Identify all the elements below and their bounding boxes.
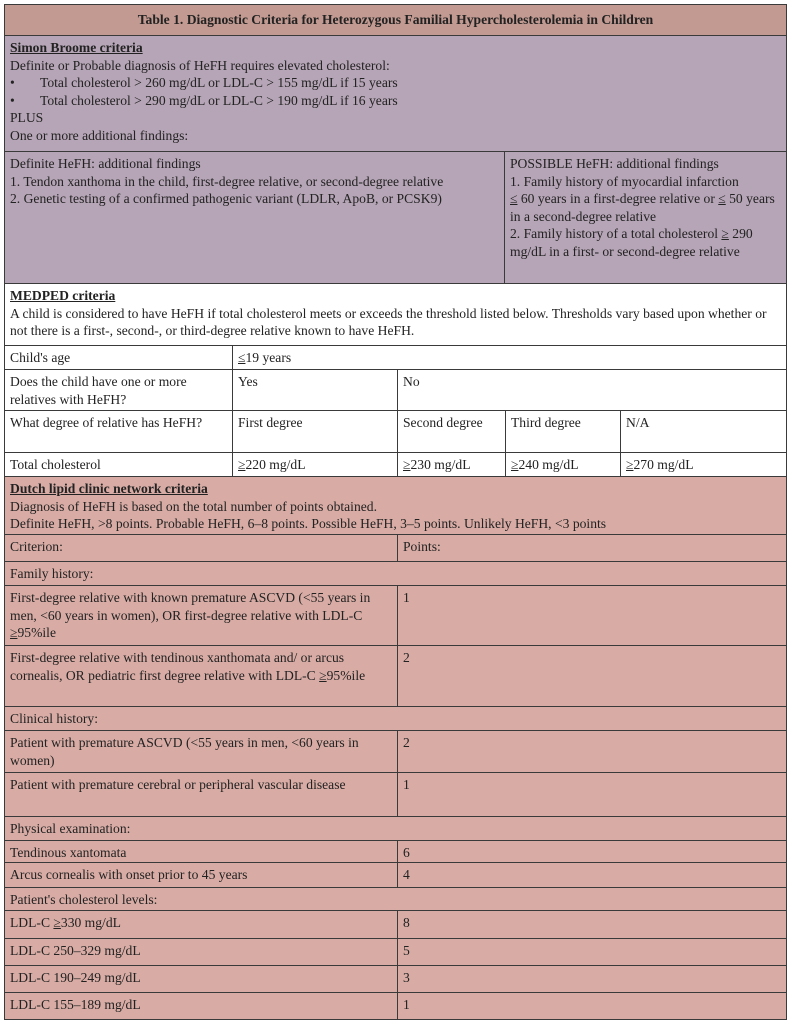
fh1-criterion: First-degree relative with known premature ASCVD (<55 years in men, <60 years in women), OR first-degree relative with LDL-C ≥95%ile: [5, 586, 398, 645]
table-row: [5, 562, 786, 586]
degree-na: N/A: [626, 415, 650, 430]
simon-broome-heading: Simon Broome criteria: [10, 40, 143, 55]
simon-broome-content: [5, 36, 786, 145]
ldl3-criterion: LDL-C 190–249 mg/dL: [5, 966, 398, 992]
simon-broome-findings: [5, 152, 786, 284]
possible-item-1: 1. Family history of myocardial infarction ≤ 60 years in a first-degree relative or ≤ 50 years in a second-degree relative: [510, 173, 775, 224]
plus-text: PLUS: [10, 110, 44, 126]
table-row: [5, 346, 786, 370]
threshold-na: ≥270 mg/dL: [626, 457, 694, 472]
table-title: [5, 5, 786, 36]
pe1-points: 6: [403, 845, 410, 860]
ldl1-points: 8: [403, 915, 410, 930]
definite-hefh-cell: [5, 152, 505, 283]
threshold-first: ≥220 mg/dL: [233, 453, 398, 476]
table-row: [5, 911, 786, 939]
ge-symbol: ≥: [10, 625, 18, 641]
table-row: [5, 370, 786, 411]
ldl4-points: 1: [403, 997, 410, 1012]
ch1-criterion: Patient with premature ASCVD (<55 years in men, <60 years in women): [5, 731, 398, 772]
age-value: ≤19 years: [238, 350, 292, 365]
cholesterol-levels-label: Patient's cholesterol levels:: [10, 892, 158, 907]
ldl2-points: 5: [403, 943, 410, 958]
relatives-no: No: [403, 374, 420, 389]
possible-item-2: 2. Family history of a total cholesterol ≥ 290 mg/dL in a first- or second-degree relative: [510, 226, 753, 259]
additional-findings-text: One or more additional findings:: [10, 127, 189, 143]
fh2-criterion: First-degree relative with tendinous xanthomata and/ or arcus cornealis, OR pediatric first degree relative with LDL-C ≥95%ile: [5, 646, 398, 706]
ge-symbol: ≥: [511, 457, 519, 472]
ch1-points: 2: [403, 735, 410, 750]
ch2-points: 1: [403, 777, 410, 792]
ge-symbol: ≥: [626, 457, 634, 472]
ge-symbol: ≥: [721, 226, 729, 242]
table-row: [5, 773, 786, 817]
pe1-criterion: Tendinous xantomata: [5, 841, 398, 862]
degree-third: Third degree: [506, 411, 621, 452]
clinical-history-label: Clinical history:: [10, 711, 98, 726]
dutch-heading: Dutch lipid clinic network criteria: [10, 481, 208, 496]
table-row: [5, 731, 786, 773]
table-row: [5, 586, 786, 646]
table-title-text: Table 1. Diagnostic Criteria for Heterozygous Familial Hypercholesterolemia in Children: [137, 12, 654, 27]
family-history-label: Family history:: [10, 566, 94, 581]
ch2-criterion: Patient with premature cerebral or peripheral vascular disease: [5, 773, 398, 816]
points-header: Points:: [403, 539, 441, 554]
medped-content: [5, 284, 786, 340]
definite-item-1: 1. Tendon xanthoma in the child, first-degree relative, or second-degree relative: [10, 173, 444, 189]
medped-heading: MEDPED criteria: [10, 288, 116, 303]
possible-hefh-cell: [505, 152, 786, 283]
ge-symbol: ≥: [319, 667, 327, 683]
ge-symbol: ≥: [403, 457, 411, 472]
ldl2-criterion: LDL-C 250–329 mg/dL: [5, 939, 398, 965]
ldl3-points: 3: [403, 970, 410, 985]
table-row: [5, 993, 786, 1019]
simon-broome-intro: Definite or Probable diagnosis of HeFH requires elevated cholesterol:: [10, 57, 390, 73]
bullet-text: Total cholesterol > 260 mg/dL or LDL-C > 155 mg/dL if 15 years: [40, 75, 398, 91]
degree-second: Second degree: [398, 411, 506, 452]
bullet-icon: •: [10, 75, 15, 91]
definite-heading: Definite HeFH: additional findings: [10, 156, 201, 171]
table-row: [5, 707, 786, 731]
table-row: [5, 863, 786, 888]
le-symbol: ≤: [510, 191, 518, 207]
dutch-section: [5, 477, 786, 535]
bullet-text: Total cholesterol > 290 mg/dL or LDL-C > 190 mg/dL if 16 years: [40, 92, 398, 108]
fh2-points: 2: [403, 650, 410, 665]
criterion-header: Criterion:: [5, 535, 398, 561]
dutch-content: [5, 477, 786, 533]
le-symbol: ≤: [718, 191, 726, 207]
bullet-item: [10, 92, 781, 110]
age-label: Child's age: [5, 346, 233, 369]
total-cholesterol-label: Total cholesterol: [5, 453, 233, 476]
medped-section: [5, 284, 786, 346]
table-row: [5, 966, 786, 993]
definite-item-2: 2. Genetic testing of a confirmed pathogenic variant (LDLR, ApoB, or PCSK9): [10, 191, 442, 207]
ge-symbol: ≥: [238, 457, 246, 472]
table-row: [5, 817, 786, 841]
ge-symbol: ≥: [53, 915, 61, 930]
table-row: [5, 646, 786, 707]
table-row: [5, 841, 786, 863]
table-row: [5, 888, 786, 911]
possible-heading: POSSIBLE HeFH: additional findings: [510, 156, 719, 171]
ldl4-criterion: LDL-C 155–189 mg/dL: [5, 993, 398, 1019]
physical-exam-label: Physical examination:: [10, 821, 131, 836]
medped-description: A child is considered to have HeFH if total cholesterol meets or exceeds the threshold listed below. Thresholds vary based upon whether or not there is a first-, second-, or third-degree relative known to have HeFH.: [10, 305, 767, 339]
bullet-item: [10, 74, 781, 92]
pe2-points: 4: [403, 867, 410, 882]
fh1-points: 1: [403, 590, 410, 605]
pe2-criterion: Arcus cornealis with onset prior to 45 years: [5, 863, 398, 887]
threshold-second: ≥230 mg/dL: [398, 453, 506, 476]
degree-first: First degree: [233, 411, 398, 452]
relatives-label: Does the child have one or more relatives with HeFH?: [5, 370, 233, 410]
table-row: [5, 939, 786, 966]
table-row: [5, 535, 786, 562]
ldl1-criterion: LDL-C ≥330 mg/dL: [5, 911, 398, 938]
dutch-line-1: Diagnosis of HeFH is based on the total number of points obtained.: [10, 498, 377, 514]
le-symbol: ≤: [238, 350, 246, 365]
criteria-table: [4, 4, 787, 1020]
dutch-line-2: Definite HeFH, >8 points. Probable HeFH, 6–8 points. Possible HeFH, 3–5 points. Unlikely HeFH, <3 points: [10, 516, 607, 532]
bullet-icon: •: [10, 92, 15, 108]
simon-broome-section: [5, 36, 786, 152]
table-row: [5, 453, 786, 477]
relatives-yes: Yes: [233, 370, 398, 410]
table-row: [5, 411, 786, 453]
degree-label: What degree of relative has HeFH?: [5, 411, 233, 452]
threshold-third: ≥240 mg/dL: [506, 453, 621, 476]
